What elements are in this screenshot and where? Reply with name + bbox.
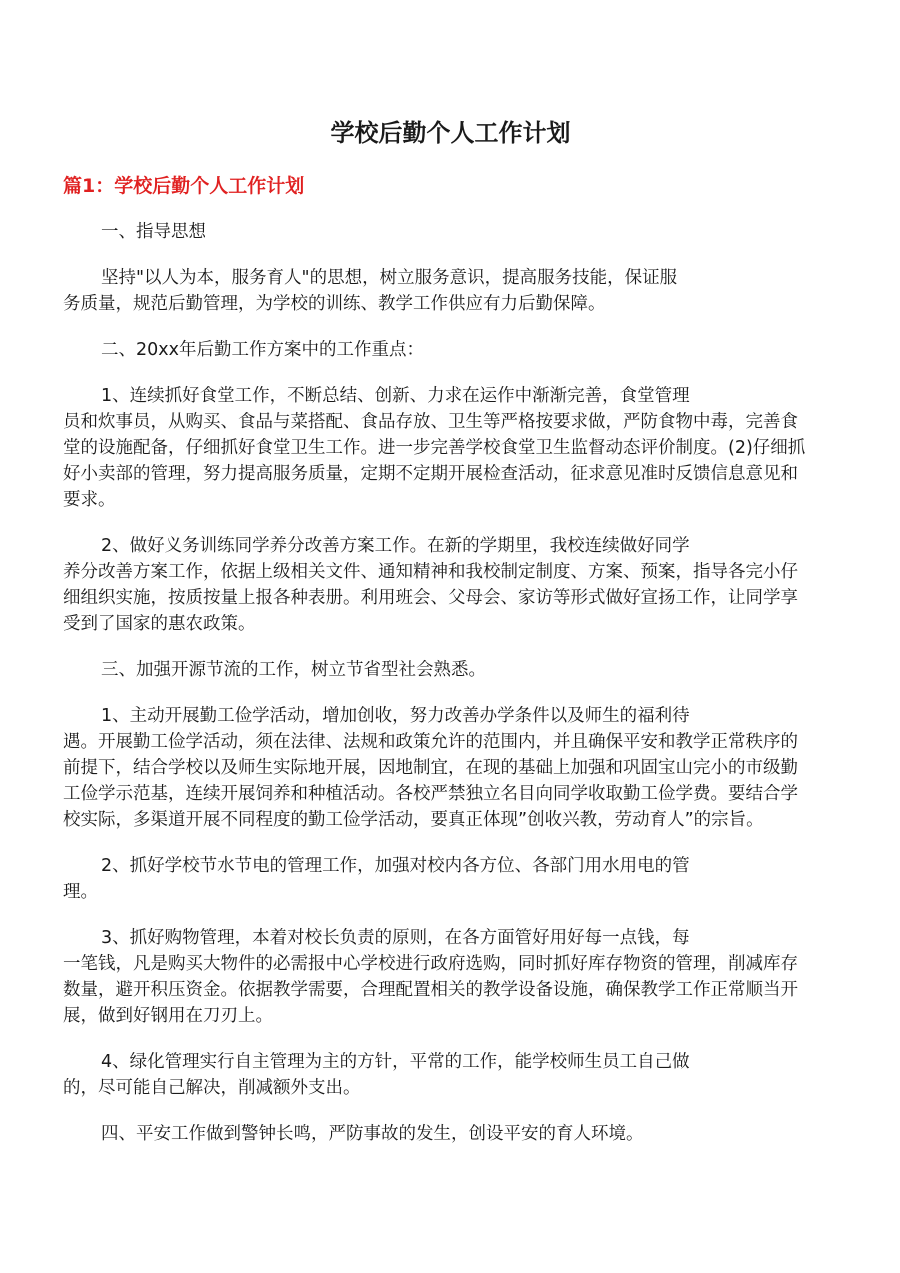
paragraph-line: 堂的设施配备，仔细抓好食堂卫生工作。进一步完善学校食堂卫生监督动态评价制度。(2)仔细抓 — [63, 438, 806, 458]
document-title: 学校后勤个人工作计划 — [330, 119, 571, 147]
paragraph-line: 2、做好义务训练同学养分改善方案工作。在新的学期里，我校连续做好同学 — [101, 536, 690, 556]
paragraph — [63, 853, 838, 905]
paragraph-line: 二、20xx年后勤工作方案中的工作重点： — [101, 340, 424, 360]
paragraph-line: 员和炊事员，从购买、食品与菜搭配、食品存放、卫生等严格按要求做，严防食物中毒，完善食 — [63, 412, 798, 432]
paragraph-line: 遇。开展勤工俭学活动，须在法律、法规和政策允许的范围内，并且确保平安和教学正常秩序的 — [63, 732, 798, 752]
paragraph-line: 2、抓好学校节水节电的管理工作，加强对校内各方位、各部门用水用电的管 — [101, 856, 690, 876]
paragraph-line: 展，做到好钢用在刀刃上。 — [63, 1006, 273, 1026]
paragraph — [63, 337, 838, 363]
paragraph-line: 细组织实施，按质按量上报各种表册。利用班会、父母会、家访等形式做好宣扬工作，让同学享 — [63, 588, 798, 608]
paragraph-line: 要求。 — [63, 490, 116, 510]
paragraph — [63, 1049, 838, 1101]
paragraph-line: 三、加强开源节流的工作，树立节省型社会熟悉。 — [101, 660, 486, 680]
paragraph — [63, 265, 838, 317]
paragraph — [63, 219, 838, 245]
paragraph-line: 理。 — [63, 882, 98, 902]
paragraph-line: 数量，避开积压资金。依据教学需要，合理配置相关的教学设备设施，确保教学工作正常顺当开 — [63, 980, 798, 1000]
paragraph — [63, 533, 838, 637]
paragraph-line: 校实际，多渠道开展不同程度的勤工俭学活动，要真正体现”创收兴教，劳动育人”的宗旨。 — [63, 810, 764, 830]
paragraph — [63, 657, 838, 683]
paragraph-line: 受到了国家的惠农政策。 — [63, 614, 256, 634]
paragraph-line: 工俭学示范基，连续开展饲养和种植活动。各校严禁独立名目向同学收取勤工俭学费。要结合学 — [63, 784, 798, 804]
paragraph-line: 1、连续抓好食堂工作，不断总结、创新、力求在运作中渐渐完善，食堂管理 — [101, 386, 690, 406]
paragraph — [63, 703, 838, 833]
paragraph-line: 养分改善方案工作，依据上级相关文件、通知精神和我校制定制度、方案、预案，指导各完小仔 — [63, 562, 798, 582]
paragraph-line: 一、指导思想 — [101, 222, 206, 242]
paragraph-line: 坚持"以人为本，服务育人"的思想，树立服务意识，提高服务技能，保证服 — [101, 268, 678, 288]
paragraph — [63, 383, 838, 513]
paragraph — [63, 1121, 838, 1147]
paragraph-line: 前提下，结合学校以及师生实际地开展，因地制宜，在现的基础上加强和巩固宝山完小的市级勤 — [63, 758, 798, 778]
paragraph-line: 1、主动开展勤工俭学活动，增加创收，努力改善办学条件以及师生的福利待 — [101, 706, 690, 726]
paragraph-line: 务质量，规范后勤管理，为学校的训练、教学工作供应有力后勤保障。 — [63, 294, 606, 314]
paragraph-line: 好小卖部的管理，努力提高服务质量，定期不定期开展检查活动，征求意见准时反馈信息意见和 — [63, 464, 798, 484]
document-body — [63, 219, 838, 1147]
section-heading: 篇1：学校后勤个人工作计划 — [63, 175, 305, 197]
paragraph-line: 一笔钱，凡是购买大物件的必需报中心学校进行政府选购，同时抓好库存物资的管理，削减库存 — [63, 954, 798, 974]
paragraph-line: 的，尽可能自己解决，削减额外支出。 — [63, 1078, 361, 1098]
paragraph-line: 4、绿化管理实行自主管理为主的方针，平常的工作，能学校师生员工自己做 — [101, 1052, 690, 1072]
paragraph-line: 四、平安工作做到警钟长鸣，严防事故的发生，创设平安的育人环境。 — [101, 1124, 644, 1144]
paragraph-line: 3、抓好购物管理，本着对校长负责的原则，在各方面管好用好每一点钱，每 — [101, 928, 690, 948]
paragraph — [63, 925, 838, 1029]
